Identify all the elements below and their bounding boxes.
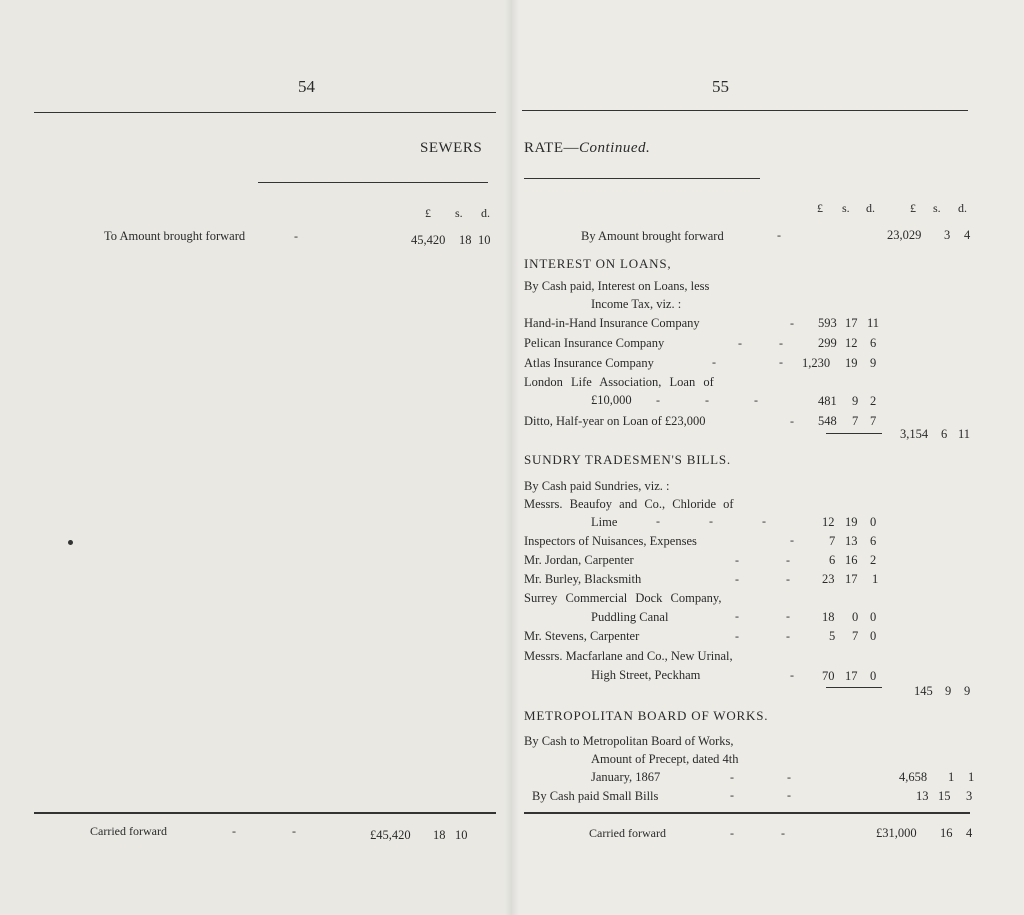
- small-bills-d: 3: [966, 789, 973, 803]
- header-rule-left: [34, 112, 496, 113]
- book-gutter: [505, 0, 519, 915]
- sundry-item-pounds: 23: [822, 572, 835, 586]
- sundry-item-label: Mr. Jordan, Carpenter: [524, 553, 634, 567]
- brought-forward-s-left: 18: [459, 233, 472, 247]
- metropolitan-line2: Amount of Precept, dated 4th: [591, 752, 739, 766]
- sundry-item-s: 7: [852, 629, 859, 643]
- interest-item-pounds: 593: [818, 316, 837, 330]
- footer-rule-left: [34, 812, 496, 814]
- sundry-total-pounds: 145: [914, 684, 933, 698]
- interest-item-pounds: 299: [818, 336, 837, 350]
- interest-heading: INTEREST ON LOANS,: [524, 256, 672, 271]
- brought-forward-pounds-left: 45,420: [411, 233, 446, 247]
- metropolitan-line3-dash: - -: [730, 770, 791, 784]
- sundry-item-s: 0: [852, 610, 859, 624]
- interest-item-dash: -: [790, 316, 794, 330]
- col-header-s-left: s.: [455, 206, 463, 220]
- interest-total-pounds: 3,154: [900, 427, 929, 441]
- col-header-d-left: d.: [481, 206, 490, 220]
- sundry-item-label: Messrs. Macfarlane and Co., New Urinal,: [524, 649, 733, 663]
- sundry-item-d: 0: [870, 669, 877, 683]
- sundry-item-pounds: 18: [822, 610, 835, 624]
- interest-item-dash: -: [790, 414, 794, 428]
- small-bills-dash: - -: [730, 788, 791, 802]
- page-number-right: 55: [712, 77, 729, 96]
- sundry-subtotal-rule: [826, 687, 882, 688]
- sundry-item-label2: Lime: [591, 515, 618, 529]
- carried-forward-dash-right: - -: [730, 826, 785, 840]
- sundry-item-pounds: 12: [822, 515, 835, 529]
- col-header-pounds1-right: £: [817, 201, 823, 215]
- interest-item-d: 6: [870, 336, 877, 350]
- sundry-item-dash: - - -: [656, 514, 766, 528]
- carried-forward-dash2-left: -: [292, 824, 296, 838]
- carried-forward-d-right: 4: [966, 826, 973, 840]
- interest-item-label: London Life Association, Loan of: [524, 375, 714, 389]
- brought-forward-label-right: By Amount brought forward: [581, 229, 724, 243]
- brought-forward-label-left: To Amount brought forward: [104, 229, 246, 243]
- carried-forward-s-right: 16: [940, 826, 953, 840]
- carried-forward-pounds-right: £31,000: [876, 826, 917, 840]
- sundry-item-s: 19: [845, 515, 858, 529]
- sundry-item-d: 2: [870, 553, 877, 567]
- col-header-pounds-left: £: [425, 206, 431, 220]
- interest-item-label: Hand-in-Hand Insurance Company: [524, 316, 700, 330]
- sundry-item-s: 13: [845, 534, 858, 548]
- brought-forward-d-right: 4: [964, 228, 971, 242]
- page-number-left: 54: [298, 77, 315, 96]
- interest-item-label: Ditto, Half-year on Loan of £23,000: [524, 414, 706, 428]
- interest-item-dash: - -: [712, 355, 783, 369]
- sundry-item-pounds: 6: [829, 553, 836, 567]
- sundry-item-d: 0: [870, 629, 877, 643]
- carried-forward-pounds-left: £45,420: [370, 828, 411, 842]
- page-title-right-main: RATE—: [524, 140, 579, 156]
- interest-item-d: 9: [870, 356, 877, 370]
- sundry-total-d: 9: [964, 684, 971, 698]
- interest-total-d: 11: [958, 427, 971, 441]
- brought-forward-d-left: 10: [478, 233, 491, 247]
- sundry-item-label: Inspectors of Nuisances, Expenses: [524, 534, 697, 548]
- brought-forward-pounds-right: 23,029: [887, 228, 922, 242]
- interest-item-dash: - - -: [656, 393, 758, 407]
- sundry-item-dash: - -: [735, 609, 790, 623]
- interest-item-s: 7: [852, 414, 859, 428]
- interest-total-s: 6: [941, 427, 948, 441]
- interest-item-label: Atlas Insurance Company: [524, 356, 654, 370]
- interest-item-dash: - -: [738, 336, 783, 350]
- col-header-pounds2-right: £: [910, 201, 916, 215]
- sundry-item-pounds: 70: [822, 669, 835, 683]
- sundry-item-s: 17: [845, 572, 858, 586]
- sundry-item-dash: - -: [735, 629, 790, 643]
- brought-forward-dash-left: -: [294, 229, 298, 243]
- metropolitan-d: 1: [968, 770, 975, 784]
- carried-forward-label-right: Carried forward: [589, 826, 666, 840]
- interest-item-pounds: 548: [818, 414, 837, 428]
- sundry-item-s: 16: [845, 553, 858, 567]
- sundry-item-dash: - -: [735, 553, 790, 567]
- metropolitan-heading: METROPOLITAN BOARD OF WORKS.: [524, 708, 769, 723]
- interest-subtotal-rule: [826, 433, 882, 434]
- ink-spot: [68, 540, 73, 545]
- sundry-item-d: 6: [870, 534, 877, 548]
- sundry-item-label: Mr. Burley, Blacksmith: [524, 572, 642, 586]
- sundry-item-dash: -: [790, 533, 794, 547]
- metropolitan-s: 1: [948, 770, 955, 784]
- interest-item-label: Pelican Insurance Company: [524, 336, 665, 350]
- sundry-item-dash: -: [790, 668, 794, 682]
- sundry-total-s: 9: [945, 684, 952, 698]
- interest-item-s: 19: [845, 356, 858, 370]
- title-rule-right: [524, 178, 760, 179]
- header-rule-right: [522, 110, 968, 111]
- sundry-item-label: Mr. Stevens, Carpenter: [524, 629, 640, 643]
- interest-item-s: 17: [845, 316, 858, 330]
- small-bills-s: 15: [938, 789, 951, 803]
- col-header-s1-right: s.: [842, 201, 850, 215]
- carried-forward-label-left: Carried forward: [90, 824, 167, 838]
- interest-item-pounds: 1,230: [802, 356, 831, 370]
- sundry-intro: By Cash paid Sundries, viz. :: [524, 479, 670, 493]
- brought-forward-dash-right: -: [777, 228, 781, 242]
- page-title-right-italic: Continued.: [579, 140, 651, 156]
- sundry-heading: SUNDRY TRADESMEN'S BILLS.: [524, 452, 731, 467]
- sundry-item-s: 17: [845, 669, 858, 683]
- interest-item-label2: £10,000: [591, 393, 632, 407]
- small-bills-label: By Cash paid Small Bills: [532, 789, 659, 803]
- metropolitan-pounds: 4,658: [899, 770, 928, 784]
- sundry-item-d: 0: [870, 515, 877, 529]
- col-header-d2-right: d.: [958, 201, 967, 215]
- interest-item-s: 12: [845, 336, 858, 350]
- carried-forward-s-left: 18: [433, 828, 446, 842]
- page-title-right: [524, 140, 650, 157]
- sundry-item-dash: - -: [735, 572, 790, 586]
- title-rule-left: [258, 182, 488, 183]
- brought-forward-s-right: 3: [944, 228, 951, 242]
- interest-item-s: 9: [852, 394, 859, 408]
- interest-intro-line2: Income Tax, viz. :: [591, 297, 682, 311]
- col-header-s2-right: s.: [933, 201, 941, 215]
- sundry-item-pounds: 5: [829, 629, 836, 643]
- interest-item-pounds: 481: [818, 394, 837, 408]
- metropolitan-line3: January, 1867: [591, 770, 661, 784]
- sundry-item-label: Surrey Commercial Dock Company,: [524, 591, 722, 605]
- interest-item-d: 7: [870, 414, 877, 428]
- sundry-item-label: Messrs. Beaufoy and Co., Chloride of: [524, 497, 734, 511]
- page-title-left: SEWERS: [420, 140, 483, 156]
- carried-forward-d-left: 10: [455, 828, 468, 842]
- small-bills-pounds: 13: [916, 789, 929, 803]
- sundry-item-pounds: 7: [829, 534, 836, 548]
- sundry-item-label2: Puddling Canal: [591, 610, 669, 624]
- sundry-item-label2: High Street, Peckham: [591, 668, 701, 682]
- interest-item-d: 2: [870, 394, 877, 408]
- col-header-d1-right: d.: [866, 201, 875, 215]
- carried-forward-dash1-left: -: [232, 824, 236, 838]
- sundry-item-d: 0: [870, 610, 877, 624]
- interest-intro-line1: By Cash paid, Interest on Loans, less: [524, 279, 710, 293]
- interest-item-d: 11: [867, 316, 880, 330]
- footer-rule-right: [524, 812, 970, 814]
- metropolitan-line1: By Cash to Metropolitan Board of Works,: [524, 734, 734, 748]
- sundry-item-d: 1: [872, 572, 879, 586]
